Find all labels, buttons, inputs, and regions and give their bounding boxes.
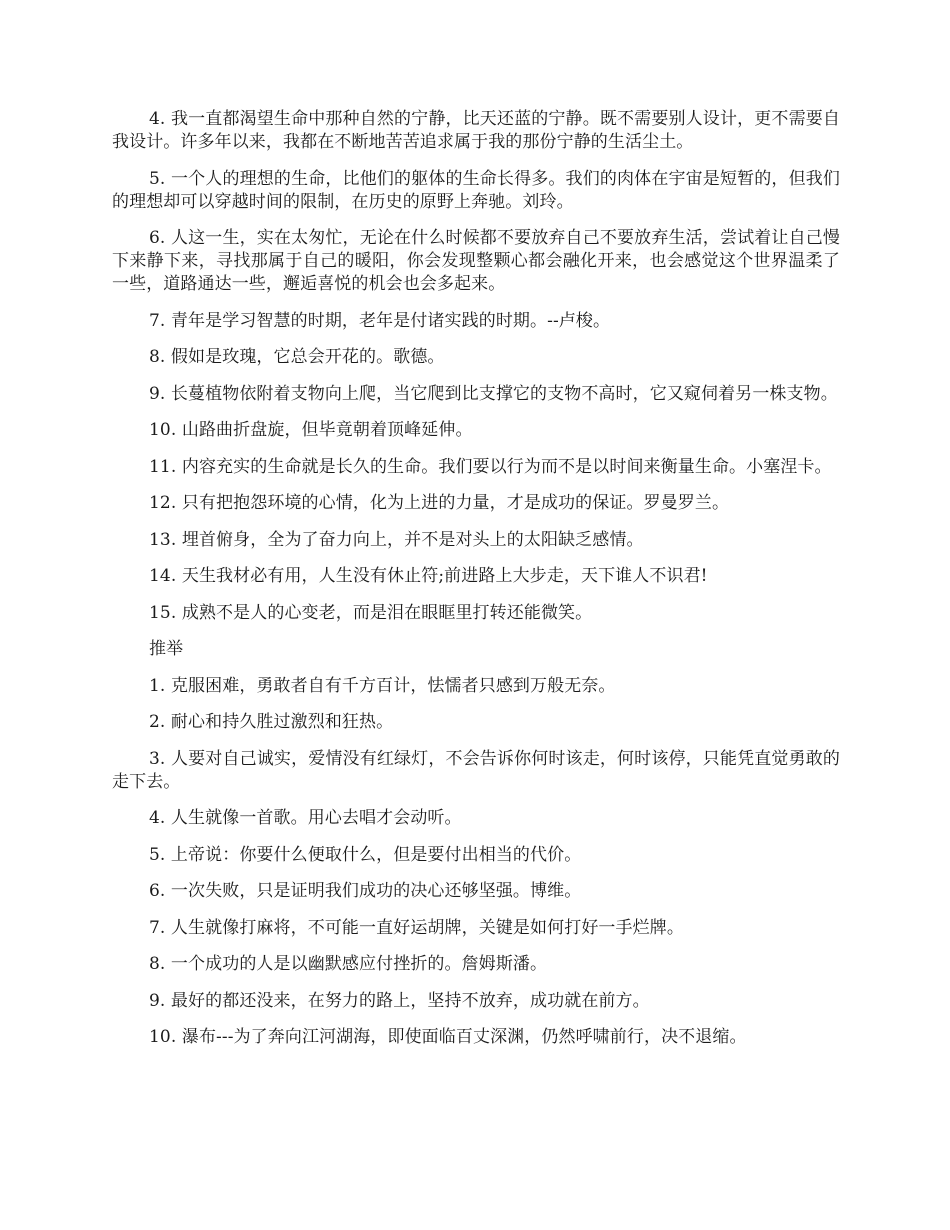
quote-5: 5. 一个人的理想的生命，比他们的躯体的生命长得多。我们的肉体在宇宙是短暂的，但我们的理想却可以穿越时间的限制，在历史的原野上奔驰。刘玲。 — [112, 168, 840, 212]
quote-14: 14. 天生我材必有用，人生没有休止符;前进路上大步走，天下谁人不识君! — [149, 566, 708, 586]
recommended-quote-9: 9. 最好的都还没来，在努力的路上，坚持不放弃，成功就在前方。 — [149, 990, 650, 1011]
recommended-quote-6: 6. 一次失败，只是证明我们成功的决心还够坚强。博维。 — [149, 881, 582, 901]
recommended-quote-5: 5. 上帝说：你要什么便取什么，但是要付出相当的代价。 — [149, 844, 582, 865]
quote-7: 7. 青年是学习智慧的时期，老年是付诸实践的时期。--卢梭。 — [149, 310, 611, 331]
quote-6: 6. 人这一生，实在太匆忙，无论在什么时候都不要放弃自己不要放弃生活，尝试着让自己慢下来静下来，寻找那属于自己的暖阳，你会发现整颗心都会融化开来，也会感觉这个世界温柔了一些，道路通达一些，邂逅喜悦的机会也会多起来。 — [112, 228, 840, 294]
quote-9: 9. 长蔓植物依附着支物向上爬，当它爬到比支撑它的支物不高时，它又窥伺着另一株支物。 — [149, 383, 838, 404]
quote-10: 10. 山路曲折盘旋，但毕竟朝着顶峰延伸。 — [149, 420, 473, 440]
recommended-quote-10: 10. 瀑布---为了奔向江河湖海，即使面临百丈深渊，仍然呼啸前行，决不退缩。 — [149, 1027, 747, 1047]
recommended-quote-3: 3. 人要对自己诚实，爱情没有红绿灯，不会告诉你何时该走，何时该停，只能凭直觉勇敢的走下去。 — [112, 748, 840, 792]
quote-13: 13. 埋首俯身，全为了奋力向上，并不是对头上的太阳缺乏感情。 — [149, 529, 644, 550]
section-heading: 推举 — [149, 639, 184, 659]
quote-4: 4. 我一直都渴望生命中那种自然的宁静，比天还蓝的宁静。既不需要别人设计，更不需要自我设计。许多年以来，我都在不断地苦苦追求属于我的那份宁静的生活尘土。 — [112, 109, 840, 152]
recommended-quote-1: 1. 克服困难，勇敢者自有千方百计，怯懦者只感到万般无奈。 — [149, 675, 616, 696]
recommended-quote-8: 8. 一个成功的人是以幽默感应付挫折的。詹姆斯潘。 — [149, 954, 548, 974]
quote-11: 11. 内容充实的生命就是长久的生命。我们要以行为而不是以时间来衡量生命。小塞涅卡。 — [149, 456, 832, 477]
quote-12: 12. 只有把抱怨环境的心情，化为上进的力量，才是成功的保证。罗曼罗兰。 — [149, 493, 730, 513]
recommended-quote-7: 7. 人生就像打麻将，不可能一直好运胡牌，关键是如何打好一手烂牌。 — [149, 917, 684, 938]
document-body — [112, 108, 840, 1063]
recommended-quote-4: 4. 人生就像一首歌。用心去唱才会动听。 — [149, 808, 462, 828]
quote-15: 15. 成熟不是人的心变老，而是泪在眼眶里打转还能微笑。 — [149, 602, 593, 623]
recommended-quote-2: 2. 耐心和持久胜过激烈和狂热。 — [149, 712, 394, 732]
quote-8: 8. 假如是玫瑰，它总会开花的。歌德。 — [149, 347, 445, 367]
